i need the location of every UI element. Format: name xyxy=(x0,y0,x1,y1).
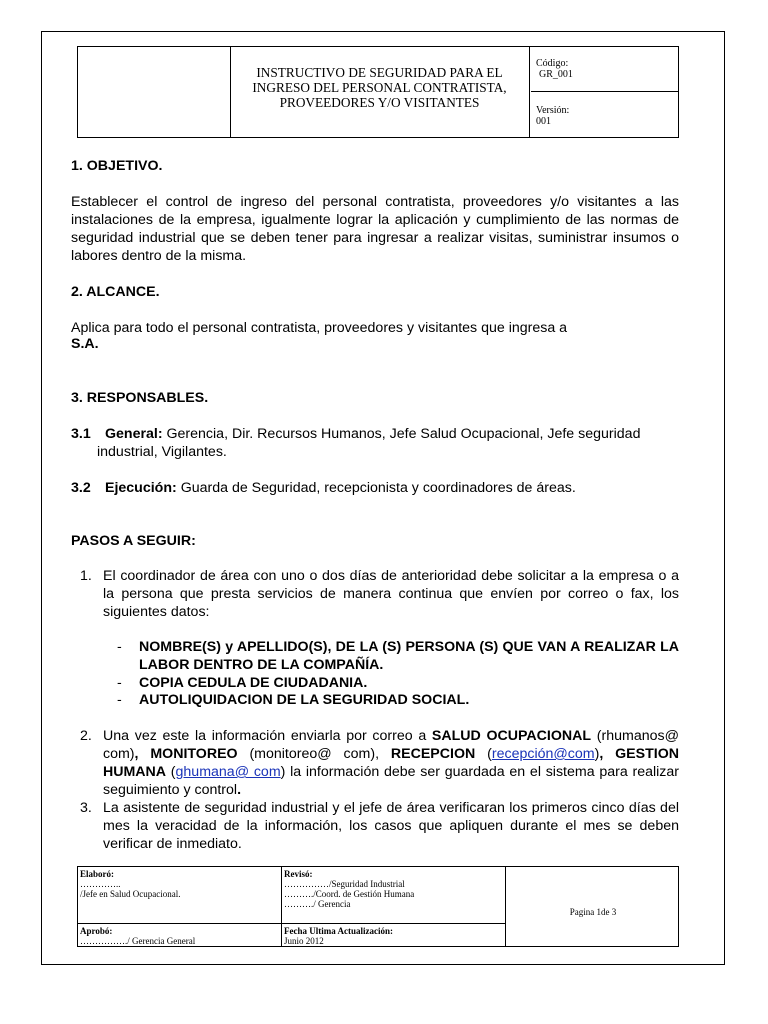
bullet-1-text: NOMBRE(S) y APELLIDO(S), DE LA (S) PERSONA (S) QUE VAN A REALIZAR LA LABOR DENTRO DE LA COMPAÑÍA. xyxy=(139,639,679,673)
fecha-value: Junio 2012 xyxy=(284,936,324,946)
objetivo-text: Establecer el control de ingreso del personal contratista, proveedores y/o visitantes a las instalaciones de la empresa, igualmente lograr la aplicación y cumplimiento de las normas de seguridad industrial que se deben tener para ingresar a realizar visitas, suministrar insumos o labores dentro de la misma. xyxy=(71,194,679,264)
version-cell xyxy=(531,93,678,137)
step-1-text: El coordinador de área con uno o dos días de anterioridad debe solicitar a la empresa o a la persona que presta servicios de manera continua que envíen por correo o fax, los siguientes datos: xyxy=(103,568,679,620)
alcance-company: S.A. xyxy=(71,336,99,352)
step-2-part-h: ) xyxy=(594,746,600,762)
step-2-part-c: (rhumanos@ com) xyxy=(103,728,679,762)
step-2-part-k: ) la información debe ser guardada en el sistema para realizar seguimiento y control xyxy=(103,764,679,798)
step-2-part-g: ( xyxy=(475,746,492,762)
elaboro-label: Elaboró: xyxy=(80,869,115,879)
document-footer-table xyxy=(77,866,679,947)
recepcion-email-link[interactable]: recepción@com xyxy=(491,746,595,762)
logo-cell xyxy=(78,47,231,137)
elaboro-line-1: ………….. xyxy=(80,879,121,889)
aprobo-label: Aprobó: xyxy=(80,926,113,936)
elaboro-cell xyxy=(78,867,282,924)
code-label: Código: xyxy=(536,58,569,69)
page-number: Pagina 1de 3 xyxy=(569,907,617,917)
bullet-3-text: AUTOLIQUIDACION DE LA SEGURIDAD SOCIAL. xyxy=(139,692,470,708)
step-2-text xyxy=(103,727,679,799)
salud-ocupacional-label: SALUD OCUPACIONAL xyxy=(431,728,592,744)
responsables-general-cont: industrial, Vigilantes. xyxy=(97,444,227,460)
responsables-heading: 3. RESPONSABLES. xyxy=(71,390,209,406)
gestion-humana-label: , GESTION HUMANA xyxy=(103,746,679,780)
page-number-cell xyxy=(506,867,678,946)
recepcion-label: RECEPCION xyxy=(390,746,476,762)
alcance-text: Aplica para todo el personal contratista, proveedores y visitantes que ingresa a xyxy=(71,320,568,336)
version-label: Versión: xyxy=(536,105,570,116)
ejecucion-label: Ejecución: xyxy=(105,480,177,496)
responsables-general xyxy=(71,425,679,443)
bullet-2-text: COPIA CEDULA DE CIUDADANIA. xyxy=(139,675,368,691)
ejecucion-number: 3.2 xyxy=(71,480,91,496)
step-3-text: La asistente de seguridad industrial y el jefe de área verificaran los primeros cinco días del mes la veracidad de la información, los casos que apliquen durante el mes se deben verificar de inmediato. xyxy=(103,800,679,852)
fecha-label: Fecha Ultima Actualización: xyxy=(284,926,393,936)
step-2-number: 2. xyxy=(80,728,92,744)
ghumana-email-link[interactable]: ghumana@ com xyxy=(175,764,281,780)
bullet-1-dash: - xyxy=(117,639,122,655)
general-text: Gerencia, Dir. Recursos Humanos, Jefe Salud Ocupacional, Jefe seguridad xyxy=(162,426,641,442)
responsables-ejecucion xyxy=(71,479,679,497)
title-line-2: INGRESO DEL PERSONAL CONTRATISTA, xyxy=(252,80,507,95)
general-label: General: xyxy=(105,426,163,442)
elaboro-line-2: /Jefe en Salud Ocupacional. xyxy=(80,889,181,899)
bullet-2-dash: - xyxy=(117,675,122,691)
code-value: GR_001 xyxy=(539,69,573,80)
version-value: 001 xyxy=(536,116,551,127)
objetivo-heading: 1. OBJETIVO. xyxy=(71,158,163,174)
step-2-part-e: (monitoreo@ com), xyxy=(237,746,391,762)
reviso-label: Revisó: xyxy=(284,869,313,879)
title-line-1: INSTRUCTIVO DE SEGURIDAD PARA EL xyxy=(256,65,503,80)
reviso-line-2: ………./Coord. de Gestión Humana xyxy=(284,889,415,899)
general-number: 3.1 xyxy=(71,426,91,442)
monitoreo-label: , MONITOREO xyxy=(134,746,238,762)
step-1-number: 1. xyxy=(80,568,92,584)
fecha-cell xyxy=(282,924,506,946)
ejecucion-text: Guarda de Seguridad, recepcionista y coordinadores de áreas. xyxy=(176,480,576,496)
reviso-line-1: ……………/Seguridad Industrial xyxy=(284,879,405,889)
bullet-3-dash: - xyxy=(117,692,122,708)
alcance-heading: 2. ALCANCE. xyxy=(71,284,160,300)
document-title xyxy=(230,47,530,137)
step-2-part-a: Una vez este la información enviarla por correo a xyxy=(103,728,432,744)
code-cell xyxy=(531,47,678,92)
document-header-table xyxy=(77,46,679,138)
reviso-cell xyxy=(282,867,506,924)
aprobo-cell xyxy=(78,924,282,946)
reviso-line-3: ………./ Gerencia xyxy=(284,899,351,909)
step-3-number: 3. xyxy=(80,800,92,816)
step-2-part-j: ( xyxy=(166,764,176,780)
step-2-period: . xyxy=(237,782,242,798)
pasos-heading: PASOS A SEGUIR: xyxy=(71,533,196,549)
aprobo-line-1: ……………./ Gerencia General xyxy=(80,936,196,946)
title-line-3: PROVEEDORES Y/O VISITANTES xyxy=(279,95,480,110)
